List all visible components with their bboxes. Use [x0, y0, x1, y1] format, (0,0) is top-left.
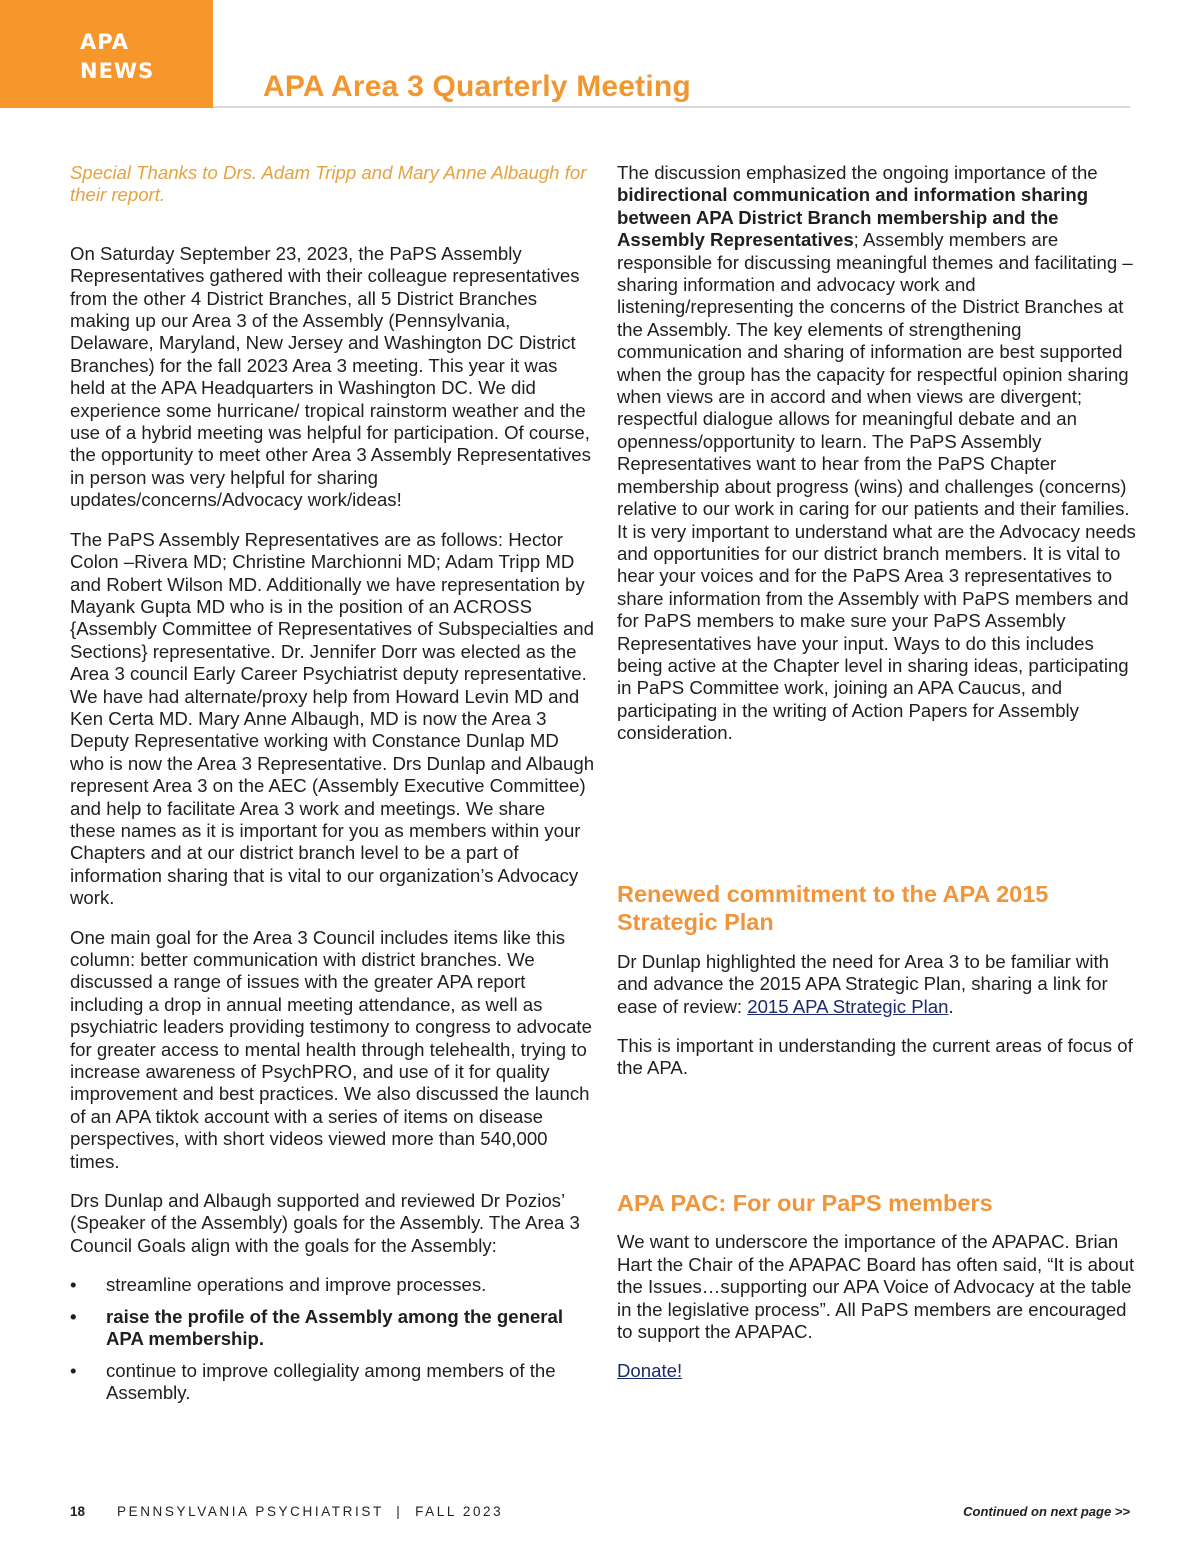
strategic-plan-paragraph	[617, 951, 1137, 1018]
page-footer	[70, 1504, 1130, 1524]
publication-name: PENNSYLVANIA PSYCHIATRIST | FALL 2023	[117, 1504, 504, 1519]
bullet-icon: •	[70, 1359, 77, 1381]
tag-line-apa: APA	[80, 30, 129, 54]
strategic-plan-text-end: .	[948, 995, 954, 1017]
column-spacer	[617, 1097, 1137, 1189]
list-item-text: continue to improve collegiality among members of the Assembly.	[106, 1359, 556, 1403]
list-item	[70, 1274, 595, 1296]
bullet-icon: •	[70, 1274, 77, 1296]
list-item-text: streamline operations and improve processes.	[106, 1274, 487, 1296]
strategic-plan-focus-paragraph: This is important in understanding the current areas of focus of the APA.	[617, 1034, 1133, 1079]
special-thanks: Special Thanks to Drs. Adam Tripp and Mary Anne Albaugh for their report.	[70, 162, 587, 206]
discussion-paragraph	[617, 162, 1137, 745]
right-column	[617, 162, 1137, 1400]
council-goal-paragraph: One main goal for the Area 3 Council includes items like this column: better communication with district branches. We discussed a range of issues with the greater APA report including a drop in annual meeting attendance, as well as psychiatric leaders providing testimony to congress to advocate for greater access to mental health through telehealth, trying to increase awareness of PsychPRO, and use of it for quality improvement and best practices. We also discussed the launch of an APA tiktok account with a series of items on disease perspectives, with short videos viewed more than 540,000 times.	[70, 926, 592, 1172]
column-spacer	[617, 762, 1137, 880]
representatives-paragraph: The PaPS Assembly Representatives are as follows: Hector Colon –Rivera MD; Christine Marchionni MD; Adam Tripp MD and Robert Wilson MD. Additionally we have representation by Mayank Gupta MD who is in the position of an ACROSS {Assembly Committee of Representatives of Subspecialties and Sections} representative. Dr. Jennifer Dorr was elected as the Area 3 council Early Career Psychiatrist deputy representative. We have had alternate/proxy help from Howard Levin MD and Ken Certa MD. Mary Anne Albaugh, MD is now the Area 3 Deputy Representative working with Constance Dunlap MD who is now the Area 3 Representative. Drs Dunlap and Albaugh represent Area 3 on the AEC (Assembly Executive Committee) and help to facilitate Area 3 work and meetings. We share these names as it is important for you as members within your Chapters and at our district branch level to be a part of information sharing that is vital to our organization’s Advocacy work.	[70, 528, 595, 909]
apa-news-tag	[0, 0, 213, 108]
title-divider	[213, 106, 1130, 108]
assembly-goals-paragraph: Drs Dunlap and Albaugh supported and reviewed Dr Pozios’ (Speaker of the Assembly) goals for the Assembly. The Area 3 Council Goals align with the goals for the Assembly:	[70, 1190, 580, 1256]
list-item	[70, 1306, 595, 1351]
donate-link[interactable]: Donate!	[617, 1360, 683, 1382]
assembly-goals-list	[70, 1274, 595, 1404]
left-column	[70, 162, 595, 1413]
strategic-plan-link[interactable]: 2015 APA Strategic Plan	[747, 995, 949, 1017]
page-title: APA Area 3 Quarterly Meeting	[263, 70, 691, 103]
discussion-text-rest: ; Assembly members are responsible for discussing meaningful themes and facilitating – sharing information and advocacy work and listening/representing the concerns of the District Branches at the Assembly. The key elements of strengthening communication and sharing of information are best supported when the group has the capacity for respectful opinion sharing when views are in accord and when views are divergent; respectful dialogue allows for meaningful debate and an openness/opportunity to learn. The PaPS Assembly Representatives want to hear from the PaPS Chapter membership about progress (wins) and challenges (concerns) relative to our work in caring for our patients and their families. It is very important to understand what are the Advocacy needs and opportunities for our district branch members. It is vital to hear your voices and for the PaPS Area 3 representatives to share information from the Assembly with PaPS members and for PaPS members to make sure your PaPS Assembly Representatives have your input. Ways to do this includes being active at the Chapter level in sharing ideas, participating in PaPS Committee work, joining an APA Caucus, and participating in the writing of Action Papers for Assembly consideration.	[617, 229, 1136, 744]
meeting-intro-paragraph: On Saturday September 23, 2023, the PaPS Assembly Representatives gathered with their colleague representatives from the other 4 District Branches, all 5 District Branches making up our Area 3 of the Assembly (Pennsylvania, Delaware, Maryland, New Jersey and Washington DC District Branches) for the fall 2023 Area 3 meeting. This year it was held at the APA Headquarters in Washington DC. We did experience some hurricane/ tropical rainstorm weather and the use of a hybrid meeting was helpful for participation. Of course, the opportunity to meet other Area 3 Assembly Representatives in person was very helpful for sharing updates/concerns/Advocacy work/ideas!	[70, 242, 591, 511]
page-number: 18	[70, 1504, 86, 1519]
apa-pac-paragraph: We want to underscore the importance of the APAPAC. Brian Hart the Chair of the APAPAC Board has often said, “It is about the Issues…supporting our APA Voice of Advocacy at the table in the legislative process”. All PaPS members are encouraged to support the APAPAC.	[617, 1231, 1135, 1342]
tag-line-news: NEWS	[80, 59, 155, 83]
bullet-icon: •	[70, 1305, 77, 1327]
list-item-text: raise the profile of the Assembly among the general APA membership.	[106, 1305, 564, 1350]
continued-note: Continued on next page >>	[963, 1504, 1130, 1519]
strategic-plan-text: Dr Dunlap highlighted the need for Area 3 to be familiar with and advance the 2015 APA Strategic Plan, sharing a link for ease of review:	[617, 950, 1109, 1017]
donate-paragraph	[617, 1360, 1137, 1382]
list-item	[70, 1360, 595, 1405]
discussion-emphasis: bidirectional communication and information sharing between APA District Branch membership and the Assembly Representatives	[617, 184, 1089, 251]
strategic-plan-heading: Renewed commitment to the APA 2015 Strategic Plan	[617, 880, 1049, 936]
apa-pac-heading: APA PAC: For our PaPS members	[617, 1189, 993, 1216]
discussion-text-start: The discussion emphasized the ongoing importance of the	[617, 162, 1098, 183]
